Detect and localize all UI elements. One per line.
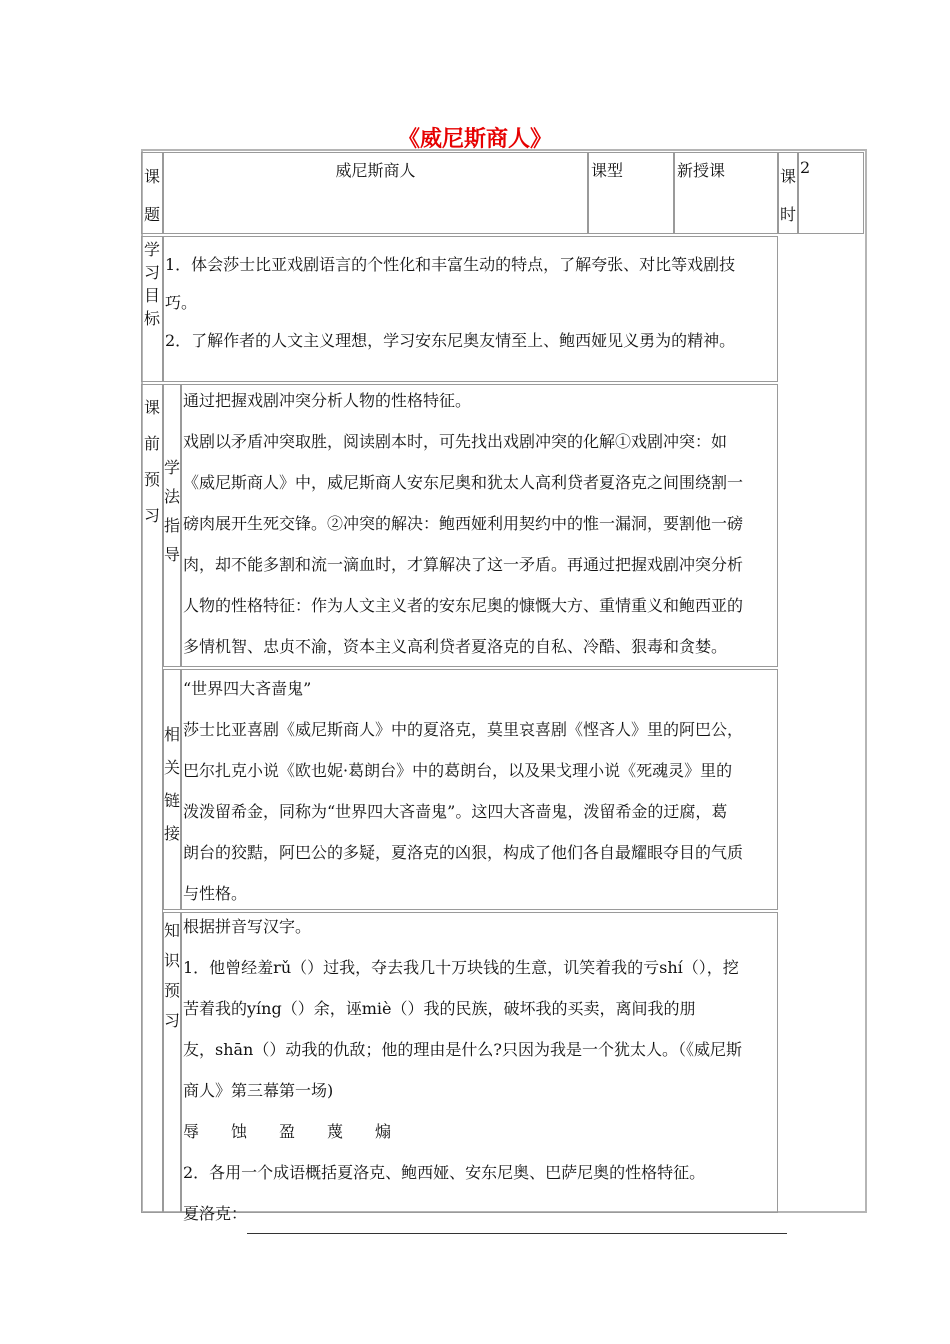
links-text: “世界四大吝啬鬼” 莎士比亚喜剧《威尼斯商人》中的夏洛克，莫里哀喜剧《悭吝人》里的阿巴公， 巴尔扎克小说《欧也妮·葛朗台》中的葛朗台，以及果戈理小说《死魂灵》里的 泼泼留希金，同称为“世界四大吝啬鬼”。这四大吝啬鬼，泼留希金的迂腐，葛 朗台的狡黠，阿巴公的多疑，夏洛克的凶狠，构成了他们各自最耀眼夺目的气质 与性格。	[183, 679, 744, 903]
method-text: 通过把握戏剧冲突分析人物的性格特征。 戏剧以矛盾冲突取胜，阅读剧本时，可先找出戏剧冲突的化解①戏剧冲突：如 《威尼斯商人》中，威尼斯商人安东尼奥和犹太人高利贷者夏洛克之间围绕割一 磅肉展开生死交锋。②冲突的解决：鲍西娅利用契约中的惟一漏洞，要割他一磅 肉，却不能多割和流一滴血时，才算解决了这一矛盾。再通过把握戏剧冲突分析 人物的性格特征：作为人文主义者的安东尼奥的慷慨大方、重情重义和鲍西亚的 多情机智、忠贞不渝，资本主义高利贷者夏洛克的自私、冷酷、狠毒和贪婪。	[183, 391, 744, 656]
type-label: 课型	[591, 161, 624, 180]
topic-value: 威尼斯商人	[335, 161, 416, 180]
shylock-label: 夏洛克：	[183, 1204, 248, 1223]
links-label: 相关链接	[163, 725, 180, 843]
hours-label: 课时	[779, 167, 796, 224]
method-label: 学法指导	[163, 458, 180, 564]
topic-label: 课题	[143, 167, 160, 224]
goals-label: 学习目标	[143, 240, 160, 328]
page-title: 《威尼斯商人》	[397, 127, 552, 152]
hours-value: 2	[800, 158, 811, 177]
answer-blank	[247, 1215, 787, 1234]
knowledge-label: 知识预习	[163, 921, 180, 1030]
goals-text: 1．体会莎士比亚戏剧语言的个性化和丰富生动的特点，了解夸张、对比等戏剧技 巧。 2．了解作者的人文主义理想，学习安东尼奥友情至上、鲍西娅见义勇为的精神。	[165, 255, 736, 350]
type-value: 新授课	[677, 161, 726, 180]
preview-label: 课前预习	[143, 398, 160, 525]
knowledge-text: 根据拼音写汉字。 1．他曾经羞rǔ（）过我，夺去我几十万块钱的生意，讥笑着我的亏shí（），挖 苦着我的yíng（）余，诬miè（）我的民族，破坏我的买卖，离间我的朋 友，shān（）动我的仇敌；他的理由是什么?只因为我是一个犹太人。（《威尼斯 商人》第三幕第一场) 辱 蚀 盈 蔑 煽 2．各用一个成语概括夏洛克、鲍西娅、安东尼奥、巴萨尼奥的性格特征。 夏洛克：	[183, 906, 787, 1234]
